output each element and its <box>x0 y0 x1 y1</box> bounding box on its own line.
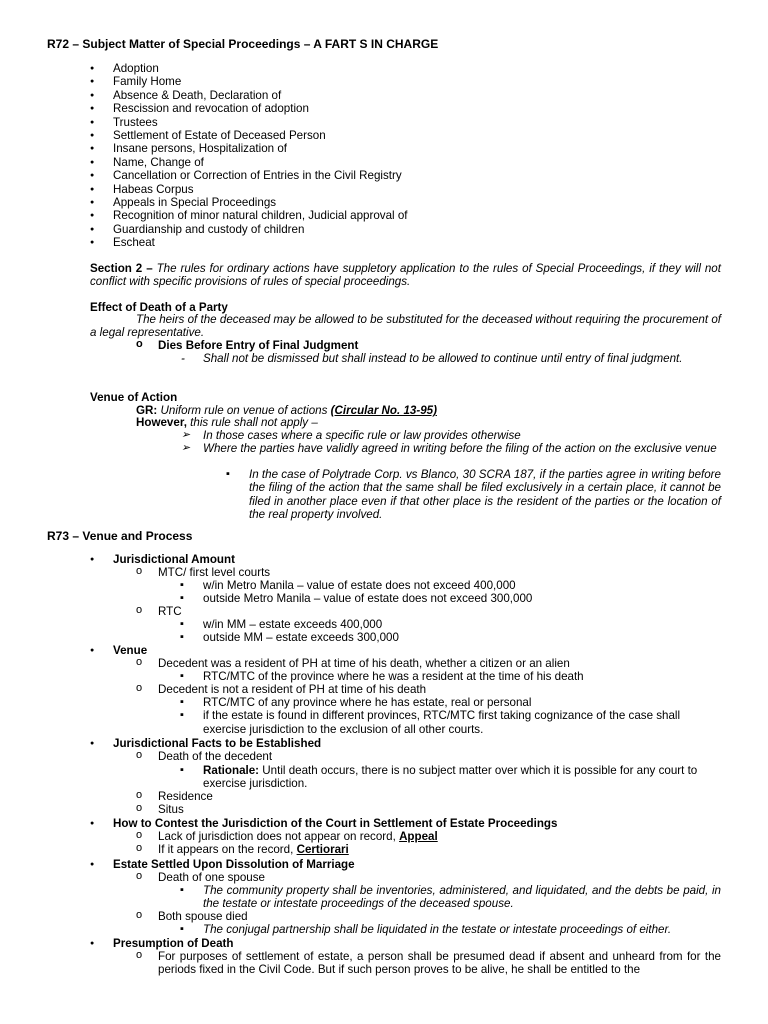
rtc-sub-list <box>203 618 721 645</box>
resident-sub-list <box>203 670 721 683</box>
death-heading: Effect of Death of a Party <box>90 301 228 314</box>
mtc-item: o MTC/ first level courts <box>158 566 718 579</box>
list-item: ▪ outside MM – estate exceeds 300,000 <box>203 631 721 644</box>
list-item: ● Name, Change of <box>113 156 673 169</box>
list-item: ▪ outside Metro Manila – value of estate does not exceed 300,000 <box>203 592 721 605</box>
facts-heading: ● Jurisdictional Facts to be Established <box>113 737 721 750</box>
list-item: ● Rescission and revocation of adoption <box>113 102 673 115</box>
marriage-one-text: ▪ The community property shall be inventories, administered, and liquidated, and the debts be paid, in the testate or intestate proceedings of the deceased spouse. <box>203 884 721 911</box>
list-item: ● Habeas Corpus <box>113 183 673 196</box>
facts-other-list <box>158 790 718 817</box>
facts-situs: o Situs <box>158 803 718 816</box>
rationale-list <box>203 764 703 791</box>
venue-heading: ● Venue <box>113 644 721 657</box>
venue-action-heading: Venue of Action <box>90 391 178 404</box>
nonresident-item: o Decedent is not a resident of PH at time of his death <box>158 683 718 696</box>
r73-main-list <box>113 553 721 566</box>
facts-list <box>113 737 721 750</box>
list-item: ▪ w/in Metro Manila – value of estate does not exceed 400,000 <box>203 579 721 592</box>
marriage-one: o Death of one spouse <box>158 871 718 884</box>
section-2-text: The rules for ordinary actions have suppletory application to the rules of Special Proceedings, if they will not conflict with specific provisions of rules of special proceedings. <box>90 262 721 289</box>
presumption-text: o For purposes of settlement of estate, a person shall be presumed dead if absent and unheard from for the periods fixed in the Civil Code. But if such person proves to be alive, he shall be entitled to the <box>158 950 721 977</box>
mtc-sub-list <box>203 579 721 606</box>
presumption-heading: ● Presumption of Death <box>113 937 721 950</box>
marriage-one-list <box>158 871 718 884</box>
venue-list <box>113 644 721 657</box>
list-item: ● Trustees <box>113 116 673 129</box>
exceptions-list <box>203 429 721 456</box>
list-item: ▪ if the estate is found in different provinces, RTC/MTC first taking cognizance of the case shall exercise jurisdiction to the exclusion of all other courts. <box>203 709 721 736</box>
however-label: However, <box>136 416 187 429</box>
rationale-text: Until death occurs, there is no subject matter over which it is possible for any court to exercise jurisdiction. <box>203 764 698 791</box>
contest-list <box>113 817 733 830</box>
case-note: ▪ In the case of Polytrade Corp. vs Blanco, 30 SCRA 187, if the parties agree in writing before the filing of the action that the same shall be filed exclusively in a certain place, it cannot be filed in another place even if that other place is the resident of the parties or the location of the real property involved. <box>249 468 721 522</box>
contest-sub-list <box>158 830 718 857</box>
however-text: this rule shall not apply – <box>190 416 318 429</box>
rtc-list <box>158 605 718 618</box>
rationale-item <box>203 764 703 791</box>
presumption-list <box>113 937 721 950</box>
case-note-list <box>249 468 721 522</box>
exception-item: ➢ Where the parties have validly agreed in writing before the filing of the action on the exclusive venue <box>203 442 721 455</box>
list-item: ● Settlement of Estate of Deceased Person <box>113 129 673 142</box>
presumption-sub-list <box>158 950 721 977</box>
death-sub-heading: o Dies Before Entry of Final Judgment <box>158 339 718 352</box>
death-sub-text: - Shall not be dismissed but shall instead to be allowed to continue until entry of final judgment. <box>203 352 721 365</box>
facts-death-list <box>158 750 718 763</box>
facts-death: o Death of the decedent <box>158 750 718 763</box>
list-item: ▪ RTC/MTC of the province where he was a resident at the time of his death <box>203 670 721 683</box>
death-text: The heirs of the deceased may be allowed to be substituted for the deceased without requiring the procurement of a legal representative. <box>90 313 721 340</box>
r72-subject-list <box>113 62 673 250</box>
list-item: ● Escheat <box>113 236 673 249</box>
list-item: ▪ RTC/MTC of any province where he has estate, real or personal <box>203 696 721 709</box>
facts-residence: o Residence <box>158 790 718 803</box>
list-item: ● Insane persons, Hospitalization of <box>113 142 673 155</box>
marriage-heading: ● Estate Settled Upon Dissolution of Marriage <box>113 858 721 871</box>
however-line <box>136 416 318 429</box>
r72-title: R72 – Subject Matter of Special Proceedings – A FART S IN CHARGE <box>47 37 439 51</box>
marriage-both: o Both spouse died <box>158 910 718 923</box>
marriage-both-sub <box>203 923 721 936</box>
nonresident-list <box>158 683 718 696</box>
death-sub-text-list <box>203 352 721 365</box>
list-item: ● Adoption <box>113 62 673 75</box>
list-item: ● Recognition of minor natural children, Judicial approval of <box>113 209 673 222</box>
list-item: ● Guardianship and custody of children <box>113 223 673 236</box>
resident-list <box>158 657 718 670</box>
contest-item-appeal <box>158 830 718 843</box>
nonresident-sub-list <box>203 696 721 736</box>
certiorari-text: Certiorari <box>296 843 349 857</box>
marriage-one-sub <box>203 884 721 911</box>
resident-item: o Decedent was a resident of PH at time of his death, whether a citizen or an alien <box>158 657 718 670</box>
list-item: ▪ w/in MM – estate exceeds 400,000 <box>203 618 721 631</box>
gr-label: GR: <box>136 404 158 417</box>
section-2-paragraph <box>90 262 721 289</box>
rtc-item: o RTC <box>158 605 718 618</box>
contest-item2-text: If it appears on the record, <box>158 843 294 857</box>
appeal-text: Appeal <box>399 830 438 843</box>
marriage-both-list <box>158 910 718 923</box>
list-item: ● Absence & Death, Declaration of <box>113 89 673 102</box>
contest-item1-text: Lack of jurisdiction does not appear on record, <box>158 830 396 843</box>
exception-item: ➢ In those cases where a specific rule or law provides otherwise <box>203 429 721 442</box>
marriage-both-text: ▪ The conjugal partnership shall be liquidated in the testate or intestate proceedings of either. <box>203 923 721 936</box>
section-2-label: Section 2 – <box>90 262 153 275</box>
death-sub-list <box>158 339 718 352</box>
contest-heading: ● How to Contest the Jurisdiction of the Court in Settlement of Estate Proceedings <box>113 817 733 830</box>
r73-title: R73 – Venue and Process <box>47 529 193 543</box>
gr-text: Uniform rule on venue of actions <box>160 404 328 417</box>
jur-amount-list <box>158 566 718 579</box>
list-item: ● Family Home <box>113 75 673 88</box>
gr-circular: (Circular No. 13-95) <box>330 404 437 417</box>
rationale-label: Rationale: <box>203 764 260 777</box>
list-item: ● Appeals in Special Proceedings <box>113 196 673 209</box>
jur-amount-heading: ● Jurisdictional Amount <box>113 553 721 566</box>
list-item: ● Cancellation or Correction of Entries in the Civil Registry <box>113 169 673 182</box>
contest-item-certiorari <box>158 843 718 856</box>
marriage-list <box>113 858 721 871</box>
